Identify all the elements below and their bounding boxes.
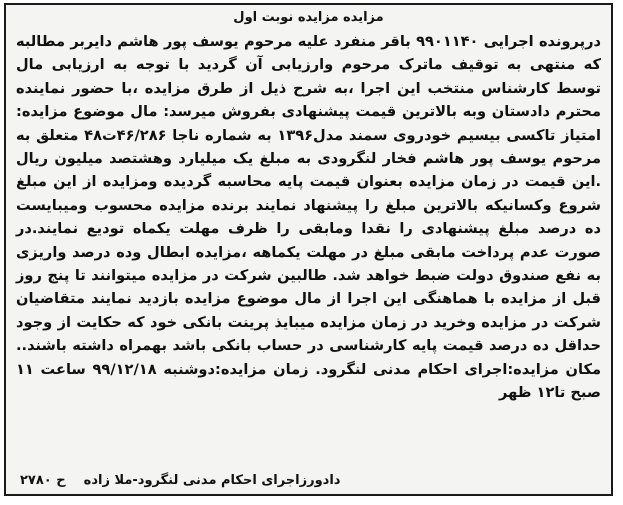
notice-body: درپرونده اجرایی ۹۹۰۱۱۴۰ باقر منفرد علیه مرحوم یوسف پور هاشم دایربر مطالبه که منتهی به توقیف ماترک مرحوم وارزیابی آن گردید با توجه به ارزیابی مال توسط کارشناس منتخب این اجرا ،به شرح ذیل از طرق مزایده ،با حضور نماینده محترم دادستان وبه بالاترین قیمت پیشنهادی بفروش میرسد: مال موضوع مزایده: امتیاز تاکسی بیسیم خودروی سمند مدل۱۳۹۶ به شماره ناجا ۴۶/۲۸۶ت۴۸ متعلق به مرحوم یوسف پور هاشم فخار لنگرودی به مبلغ یک میلیارد وهشتصد میلیون ریال .این قیمت در زمان مزایده بعنوان قیمت پایه محاسبه گردیده ومزایده از این مبلغ شروع وکسانیکه بالاترین مبلغ را پیشنهاد نمایند برنده مزایده محسوب ومیبایست ده درصد مبلغ پیشنهادی را نقدا ومابقی را ظرف مهلت یکماه تودیع نمایند.در صورت عدم پرداخت مابقی مبلغ در مهلت یکماهه ،مزایده ابطال وده درصد واریزی به نفع صندوق دولت ضبط خواهد شد. طالبین شرکت در مزایده میتوانند تا پنج روز قبل از مزایده با هماهنگی این اجرا از مال موضوع مزایده بازدید نمایند متقاضیان شرکت در مزایده وخرید در زمان مزایده میبایذ پرینت بانکی خود که حکایت از وجود حداقل ده درصد قیمت پایه کارشناسی در حساب بانکی باشد بهمراه داشته باشند.. مکان مزایده:اجرای احکام مدنی لنگرود. زمان مزایده:دوشنبه ۹۹/۱۲/۱۸ ساعت ۱۱ صبح تا۱۲ ظهر — [16, 33, 601, 402]
signature-line: دادورزاجرای احکام مدنی لنگرود-ملا زاده — [83, 473, 341, 488]
notice-title: مزایده مزایده نوبت اول — [233, 10, 384, 25]
ad-code: ح ۲۷۸۰ — [20, 473, 66, 488]
notice-footer — [20, 472, 597, 490]
auction-notice — [4, 3, 613, 496]
